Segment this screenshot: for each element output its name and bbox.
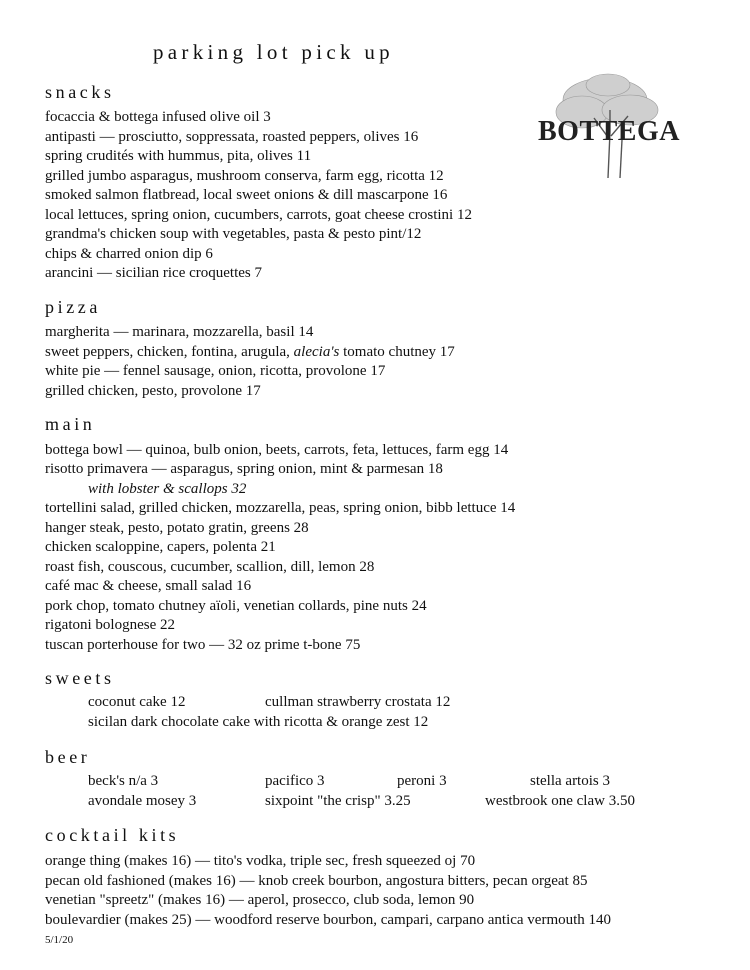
menu-item-italic: alecia's [293,344,340,360]
section-heading-main: main [45,414,96,434]
logo-text: BOTTEGA [538,116,680,147]
beer-item: peroni 3 [397,773,447,789]
menu-item: hanger steak, pesto, potato gratin, greens 28 [45,520,309,536]
section-heading-pizza: pizza [45,297,101,317]
menu-item: grilled jumbo asparagus, mushroom conserva, farm egg, ricotta 12 [45,168,444,184]
menu-item: roast fish, couscous, cucumber, scallion, dill, lemon 28 [45,559,375,575]
menu-item: pork chop, tomato chutney aïoli, venetian collards, pine nuts 24 [45,598,427,614]
section-heading-cocktail-kits: cocktail kits [45,825,180,845]
menu-item: margherita — marinara, mozzarella, basil 14 [45,324,314,340]
menu-item: rigatoni bolognese 22 [45,617,175,633]
menu-item: chicken scaloppine, capers, polenta 21 [45,539,276,555]
beer-item: pacifico 3 [265,773,325,789]
menu-item-text: tomato chutney 17 [343,344,455,360]
menu-item: white pie — fennel sausage, onion, ricotta, provolone 17 [45,363,386,379]
page-title: parking lot pick up [153,40,394,64]
menu-item-addon: with lobster & scallops 32 [88,481,247,497]
menu-item: local lettuces, spring onion, cucumbers, carrots, goat cheese crostini 12 [45,207,472,223]
menu-item: chips & charred onion dip 6 [45,246,213,262]
menu-item-text: sweet peppers, chicken, fontina, arugula, [45,344,290,360]
menu-item: boulevardier (makes 25) — woodford reserve bourbon, campari, carpano antica vermouth 140 [45,912,612,928]
menu-item: bottega bowl — quinoa, bulb onion, beets, carrots, feta, lettuces, farm egg 14 [45,442,509,458]
menu-item: tortellini salad, grilled chicken, mozzarella, peas, spring onion, bibb lettuce 14 [45,500,516,516]
menu-item: arancini — sicilian rice croquettes 7 [45,265,262,281]
menu-item: cullman strawberry crostata 12 [265,694,451,710]
menu-item: smoked salmon flatbread, local sweet onions & dill mascarpone 16 [45,187,448,203]
section-heading-beer: beer [45,747,91,767]
menu-item: tuscan porterhouse for two — 32 oz prime t-bone 75 [45,637,361,653]
menu-item: risotto primavera — asparagus, spring onion, mint & parmesan 18 [45,461,443,477]
bottega-logo [530,70,700,180]
menu-item: café mac & cheese, small salad 16 [45,578,252,594]
menu-item: antipasti — prosciutto, soppressata, roasted peppers, olives 16 [45,129,419,145]
beer-item: sixpoint "the crisp" 3.25 [265,793,411,809]
section-heading-sweets: sweets [45,668,115,688]
menu-item: grilled chicken, pesto, provolone 17 [45,383,261,399]
menu-date: 5/1/20 [45,934,74,946]
menu-item: grandma's chicken soup with vegetables, pasta & pesto pint/12 [45,226,422,242]
beer-item: stella artois 3 [530,773,610,789]
menu-item: venetian "spreetz" (makes 16) — aperol, prosecco, club soda, lemon 90 [45,892,475,908]
menu-item [45,342,455,362]
beer-item: avondale mosey 3 [88,793,197,809]
menu-item: sicilan dark chocolate cake with ricotta & orange zest 12 [88,714,429,730]
section-heading-snacks: snacks [45,82,115,102]
beer-item: beck's n/a 3 [88,773,159,789]
menu-item: coconut cake 12 [88,694,186,710]
menu-item: pecan old fashioned (makes 16) — knob creek bourbon, angostura bitters, pecan orgeat 85 [45,873,588,889]
menu-item: orange thing (makes 16) — tito's vodka, triple sec, fresh squeezed oj 70 [45,853,476,869]
beer-item: westbrook one claw 3.50 [485,793,635,809]
menu-item: spring crudités with hummus, pita, olives 11 [45,148,312,164]
menu-item: focaccia & bottega infused olive oil 3 [45,109,271,125]
